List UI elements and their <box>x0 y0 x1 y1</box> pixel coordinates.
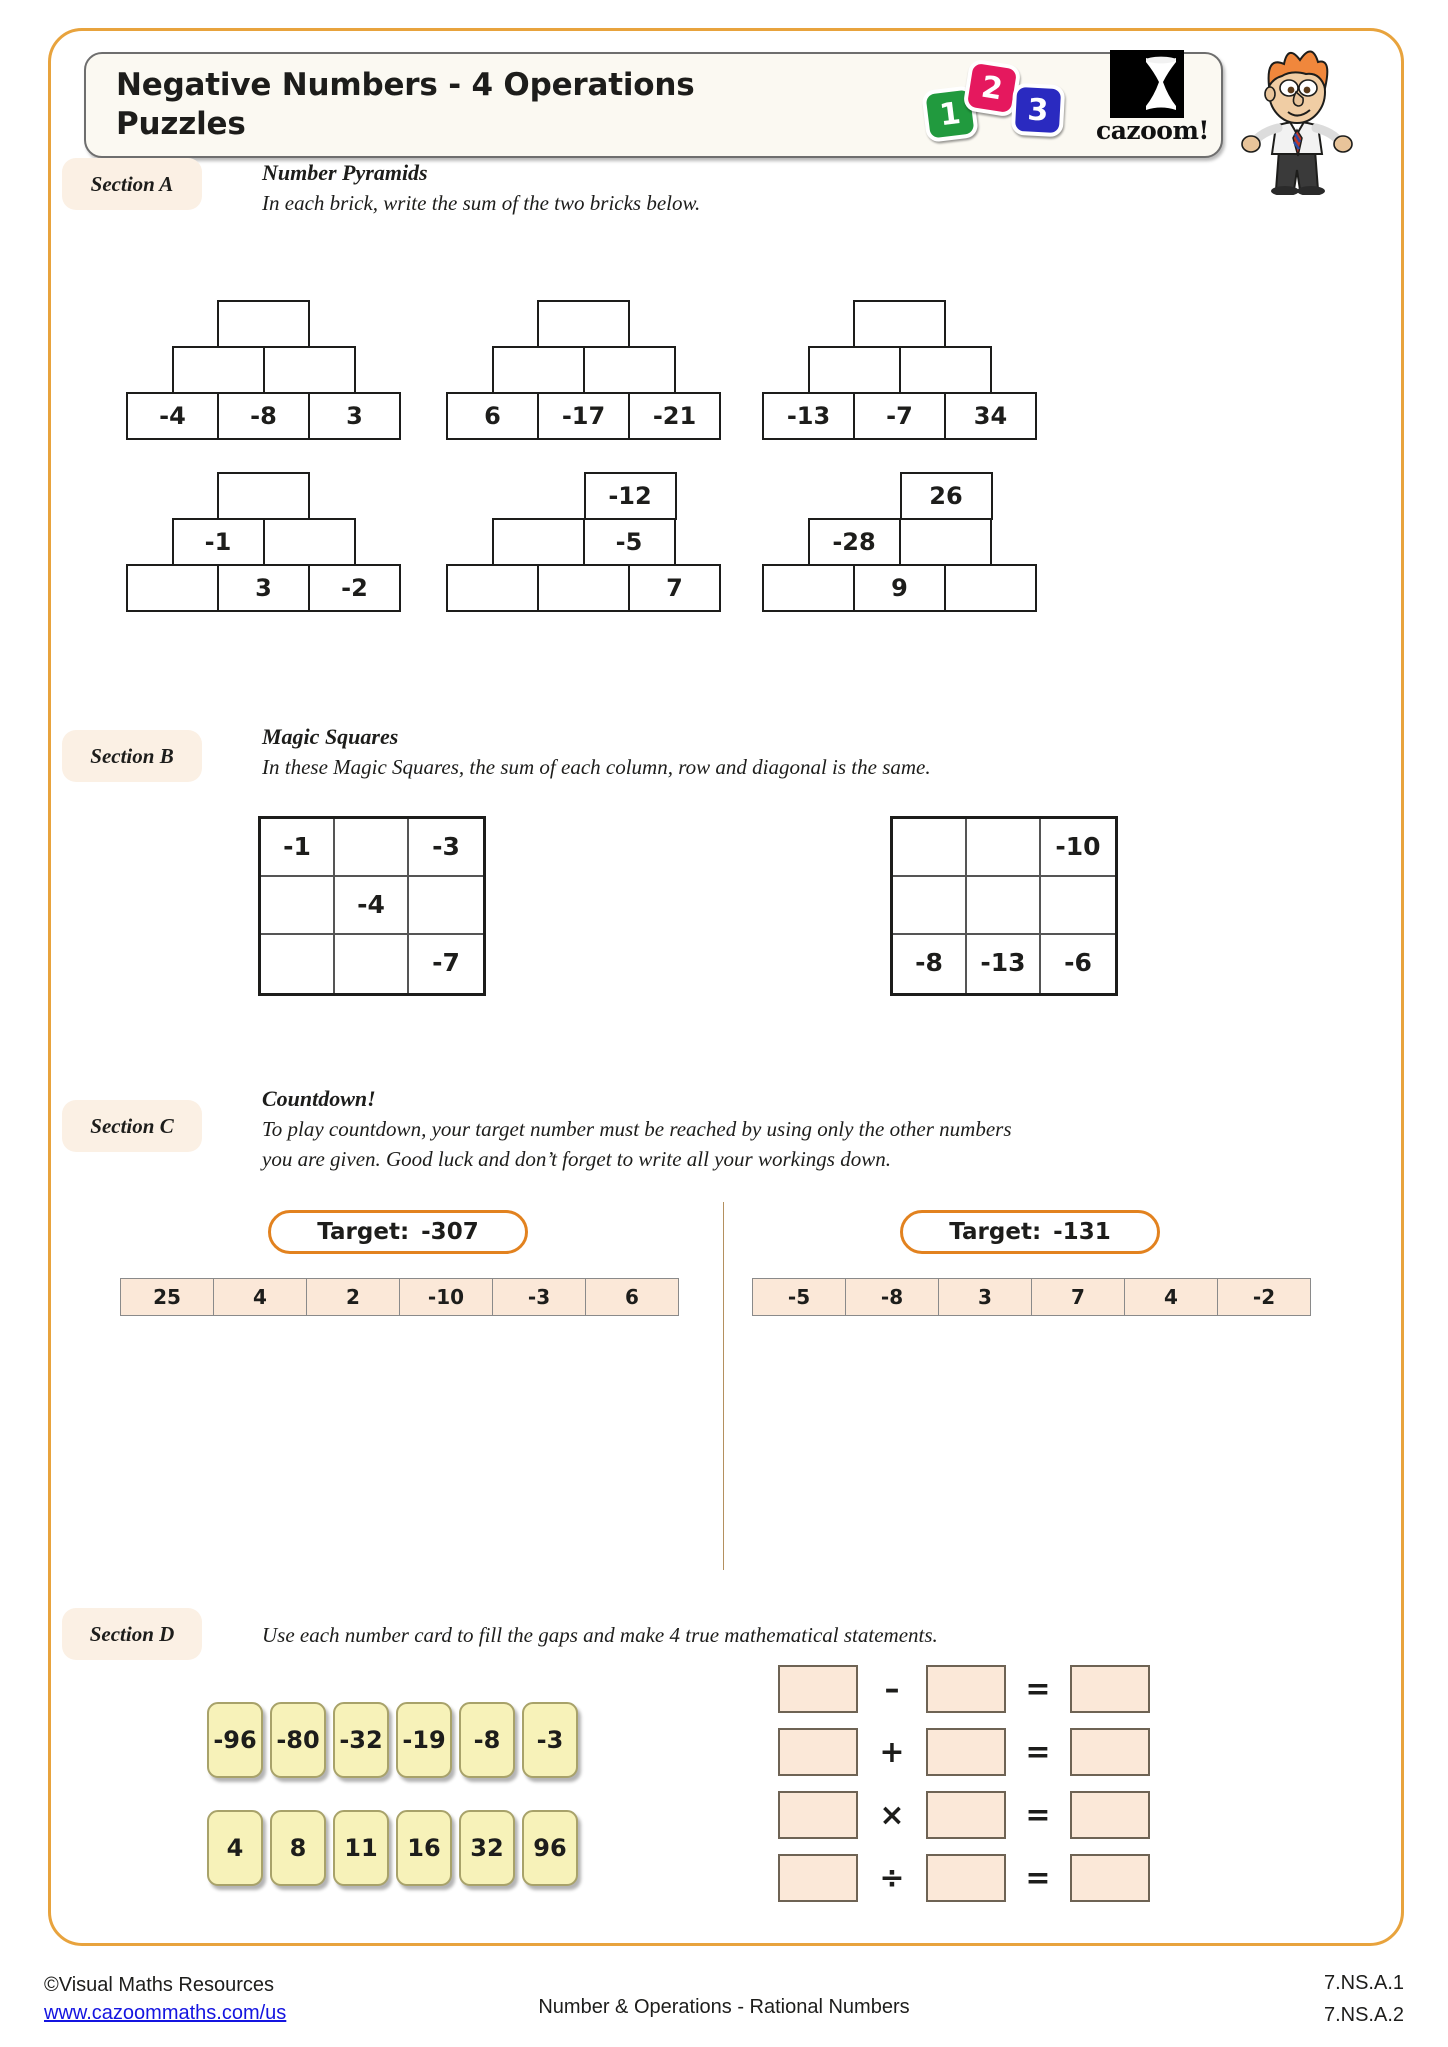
equation-operand-box[interactable] <box>778 1728 858 1776</box>
pyramid-row-bottom <box>762 564 1035 612</box>
pyramid-brick[interactable] <box>808 346 901 394</box>
section-a-label: Section A <box>90 172 174 196</box>
magic-square-cell[interactable]: -10 <box>1041 819 1115 877</box>
section-b-pill <box>62 730 202 782</box>
pyramid-row-top <box>126 472 399 520</box>
number-card[interactable]: -80 <box>270 1702 326 1778</box>
pyramid-brick[interactable] <box>217 300 310 348</box>
magic-square-cell[interactable] <box>261 935 335 993</box>
pyramid-brick[interactable] <box>583 346 676 394</box>
pyramid-row-middle <box>446 518 719 566</box>
equals-icon: = <box>1025 1734 1051 1770</box>
pyramid-6 <box>762 472 1035 612</box>
pyramid-brick[interactable]: -2 <box>308 564 401 612</box>
equations-grid <box>778 1660 1150 1912</box>
number-card[interactable]: 32 <box>459 1810 515 1886</box>
magic-square-cell[interactable] <box>967 819 1041 877</box>
magic-square-row <box>893 877 1115 935</box>
countdown-number: -5 <box>752 1278 846 1316</box>
operator-multiply-icon: × <box>879 1797 905 1833</box>
section-b-instruction: In these Magic Squares, the sum of each column, row and diagonal is the same. <box>262 755 931 779</box>
pyramid-2 <box>446 300 719 440</box>
cazoom-logo <box>1096 50 1209 154</box>
number-card[interactable]: -96 <box>207 1702 263 1778</box>
pyramid-brick[interactable]: 26 <box>900 472 993 520</box>
pyramid-brick[interactable]: -21 <box>628 392 721 440</box>
countdown-number: -2 <box>1217 1278 1311 1316</box>
pyramid-brick[interactable]: -12 <box>584 472 677 520</box>
magic-square-cell[interactable] <box>1041 877 1115 935</box>
pyramid-brick[interactable]: -4 <box>126 392 219 440</box>
pyramid-brick[interactable] <box>263 518 356 566</box>
pyramid-brick[interactable] <box>217 472 310 520</box>
website-link[interactable]: www.cazoommaths.com/us <box>44 2002 287 2024</box>
section-d-label: Section D <box>89 1622 175 1646</box>
pyramid-brick[interactable] <box>899 346 992 394</box>
section-b-label: Section B <box>90 744 174 768</box>
pyramid-brick[interactable] <box>263 346 356 394</box>
pyramid-brick[interactable]: 3 <box>217 564 310 612</box>
magic-square-cell[interactable] <box>409 877 483 935</box>
number-cards-row-2 <box>207 1810 578 1886</box>
magic-square-cell[interactable]: -3 <box>409 819 483 877</box>
number-card[interactable]: 96 <box>522 1810 578 1886</box>
pyramid-row-top <box>446 472 719 520</box>
equation-operand-box[interactable] <box>778 1854 858 1902</box>
pyramid-row-top <box>762 472 1035 520</box>
section-c-pill <box>62 1100 202 1152</box>
countdown-number: 4 <box>213 1278 307 1316</box>
section-a-instruction: In each brick, write the sum of the two bricks below. <box>262 191 701 215</box>
magic-square-cell[interactable]: -6 <box>1041 935 1115 993</box>
block-two-icon: 2 <box>962 58 1021 117</box>
pyramid-row-middle <box>762 346 1035 394</box>
countdown-number: 4 <box>1124 1278 1218 1316</box>
pyramid-row-bottom <box>126 564 399 612</box>
countdown-number: -3 <box>492 1278 586 1316</box>
logo-square <box>1110 50 1184 118</box>
pyramid-row-middle <box>762 518 1035 566</box>
topic-text: Number & Operations - Rational Numbers <box>538 1996 910 2018</box>
section-c-divider <box>723 1202 724 1570</box>
number-card[interactable]: 4 <box>207 1810 263 1886</box>
target-pill-1 <box>268 1210 528 1254</box>
page-title: Negative Numbers - 4 Operations Puzzles <box>116 67 695 142</box>
magic-square-row <box>261 935 483 993</box>
number-card[interactable]: 8 <box>270 1810 326 1886</box>
magic-square-cell[interactable]: -8 <box>893 935 967 993</box>
pyramid-row-middle <box>126 518 399 566</box>
pyramid-brick[interactable]: 6 <box>446 392 539 440</box>
pyramid-brick[interactable]: -7 <box>853 392 946 440</box>
countdown-number: 3 <box>938 1278 1032 1316</box>
number-card[interactable]: 16 <box>396 1810 452 1886</box>
magic-square-row <box>893 819 1115 877</box>
magic-square-cell[interactable]: -13 <box>967 935 1041 993</box>
block-three-icon: 3 <box>1011 83 1066 138</box>
countdown-number: 25 <box>120 1278 214 1316</box>
section-a-pill <box>62 158 202 210</box>
section-c-instruction-line2: you are given. Good luck and don’t forget to write all your workings down. <box>262 1147 891 1171</box>
section-c-instruction-line1: To play countdown, your target number must be reached by using only the other numbers <box>262 1117 1012 1141</box>
pyramid-brick[interactable] <box>446 564 539 612</box>
section-d-instruction: Use each number card to fill the gaps and make 4 true mathematical statements. <box>262 1623 938 1647</box>
pyramid-row-middle <box>126 346 399 394</box>
pyramid-brick[interactable]: 9 <box>853 564 946 612</box>
pyramid-brick[interactable] <box>492 518 585 566</box>
countdown-number: -8 <box>845 1278 939 1316</box>
pyramid-brick[interactable]: -28 <box>808 518 901 566</box>
mascot-character <box>1232 30 1362 195</box>
number-card[interactable]: -3 <box>522 1702 578 1778</box>
pyramid-brick[interactable] <box>172 346 265 394</box>
magic-square-cell[interactable] <box>335 819 409 877</box>
equation-result-box[interactable] <box>1070 1728 1150 1776</box>
pyramid-row-top <box>126 300 399 348</box>
pyramid-brick[interactable]: -13 <box>762 392 855 440</box>
number-card[interactable]: 11 <box>333 1810 389 1886</box>
number-cards-row-1 <box>207 1702 578 1778</box>
magic-square-cell[interactable] <box>335 935 409 993</box>
operator-divide-icon: ÷ <box>879 1860 905 1896</box>
pyramid-brick[interactable] <box>853 300 946 348</box>
section-c-label: Section C <box>90 1114 174 1138</box>
pyramid-brick[interactable]: 3 <box>308 392 401 440</box>
page-footer <box>0 1966 1448 2046</box>
magic-square-1 <box>258 816 486 996</box>
target-label: Target: <box>317 1219 410 1245</box>
pyramid-brick[interactable] <box>537 300 630 348</box>
equals-icon: = <box>1025 1671 1051 1707</box>
pyramid-row-top <box>762 300 1035 348</box>
countdown-numbers-1 <box>120 1278 678 1316</box>
magic-square-cell[interactable]: -7 <box>409 935 483 993</box>
number-card[interactable]: -32 <box>333 1702 389 1778</box>
target-value: -131 <box>1053 1219 1111 1245</box>
copyright-text: ©Visual Maths Resources <box>44 1974 275 1996</box>
equals-icon: = <box>1025 1797 1051 1833</box>
section-c-heading: Countdown! <box>262 1086 376 1111</box>
magic-square-row <box>893 935 1115 993</box>
operator-plus-icon: + <box>879 1734 905 1770</box>
equation-operand-box[interactable] <box>926 1728 1006 1776</box>
number-card[interactable]: -19 <box>396 1702 452 1778</box>
brand-name: cazoom! <box>1096 116 1209 145</box>
pyramid-1 <box>126 300 399 440</box>
countdown-number: -10 <box>399 1278 493 1316</box>
pyramid-brick[interactable] <box>944 564 1037 612</box>
magic-square-row <box>261 819 483 877</box>
target-label: Target: <box>949 1219 1042 1245</box>
pyramid-row-top <box>446 300 719 348</box>
pyramid-brick[interactable] <box>537 564 630 612</box>
equation-result-box[interactable] <box>1070 1854 1150 1902</box>
equation-result-box[interactable] <box>1070 1665 1150 1713</box>
pyramid-row-bottom <box>126 392 399 440</box>
countdown-numbers-2 <box>752 1278 1310 1316</box>
pyramid-brick[interactable]: -8 <box>217 392 310 440</box>
pyramid-brick[interactable]: -17 <box>537 392 630 440</box>
equation-row <box>778 1723 1150 1781</box>
section-a-heading: Number Pyramids <box>262 160 428 185</box>
equation-operand-box[interactable] <box>926 1854 1006 1902</box>
standard-code-1: 7.NS.A.1 <box>1323 1972 1404 1994</box>
equation-row <box>778 1849 1150 1907</box>
pyramid-brick[interactable] <box>126 564 219 612</box>
countdown-number: 7 <box>1031 1278 1125 1316</box>
equation-operand-box[interactable] <box>926 1665 1006 1713</box>
magic-square-cell[interactable]: -4 <box>335 877 409 935</box>
number-blocks-logo <box>920 56 1080 146</box>
pyramid-row-bottom <box>762 392 1035 440</box>
target-pill-2 <box>900 1210 1160 1254</box>
section-b-heading: Magic Squares <box>262 724 399 749</box>
section-d-pill <box>62 1608 202 1660</box>
magic-square-cell[interactable]: -1 <box>261 819 335 877</box>
magic-square-2 <box>890 816 1118 996</box>
pyramid-brick[interactable]: -5 <box>583 518 676 566</box>
pyramid-row-bottom <box>446 392 719 440</box>
pyramid-5 <box>446 472 719 612</box>
pyramid-3 <box>762 300 1035 440</box>
hourglass-icon <box>1144 56 1178 112</box>
pyramid-row-middle <box>446 346 719 394</box>
pyramid-brick[interactable]: -1 <box>172 518 265 566</box>
magic-square-cell[interactable] <box>261 877 335 935</box>
pyramid-brick[interactable] <box>492 346 585 394</box>
pyramid-4 <box>126 472 399 612</box>
standard-code-2: 7.NS.A.2 <box>1323 2004 1404 2026</box>
magic-square-cell[interactable] <box>893 819 967 877</box>
equation-result-box[interactable] <box>1070 1791 1150 1839</box>
number-card[interactable]: -8 <box>459 1702 515 1778</box>
pyramid-brick[interactable] <box>762 564 855 612</box>
countdown-number: 2 <box>306 1278 400 1316</box>
pyramid-row-bottom <box>446 564 719 612</box>
block-one-icon: 1 <box>921 85 979 143</box>
magic-square-row <box>261 877 483 935</box>
equation-operand-box[interactable] <box>778 1791 858 1839</box>
magic-square-cell[interactable] <box>893 877 967 935</box>
equation-row <box>778 1786 1150 1844</box>
equation-operand-box[interactable] <box>926 1791 1006 1839</box>
equation-row <box>778 1660 1150 1718</box>
pyramid-brick[interactable] <box>899 518 992 566</box>
equation-operand-box[interactable] <box>778 1665 858 1713</box>
equals-icon: = <box>1025 1860 1051 1896</box>
magic-square-cell[interactable] <box>967 877 1041 935</box>
pyramid-brick[interactable]: 34 <box>944 392 1037 440</box>
target-value: -307 <box>421 1219 479 1245</box>
pyramid-brick[interactable]: 7 <box>628 564 721 612</box>
countdown-number: 6 <box>585 1278 679 1316</box>
operator-minus-icon: – <box>884 1671 900 1707</box>
